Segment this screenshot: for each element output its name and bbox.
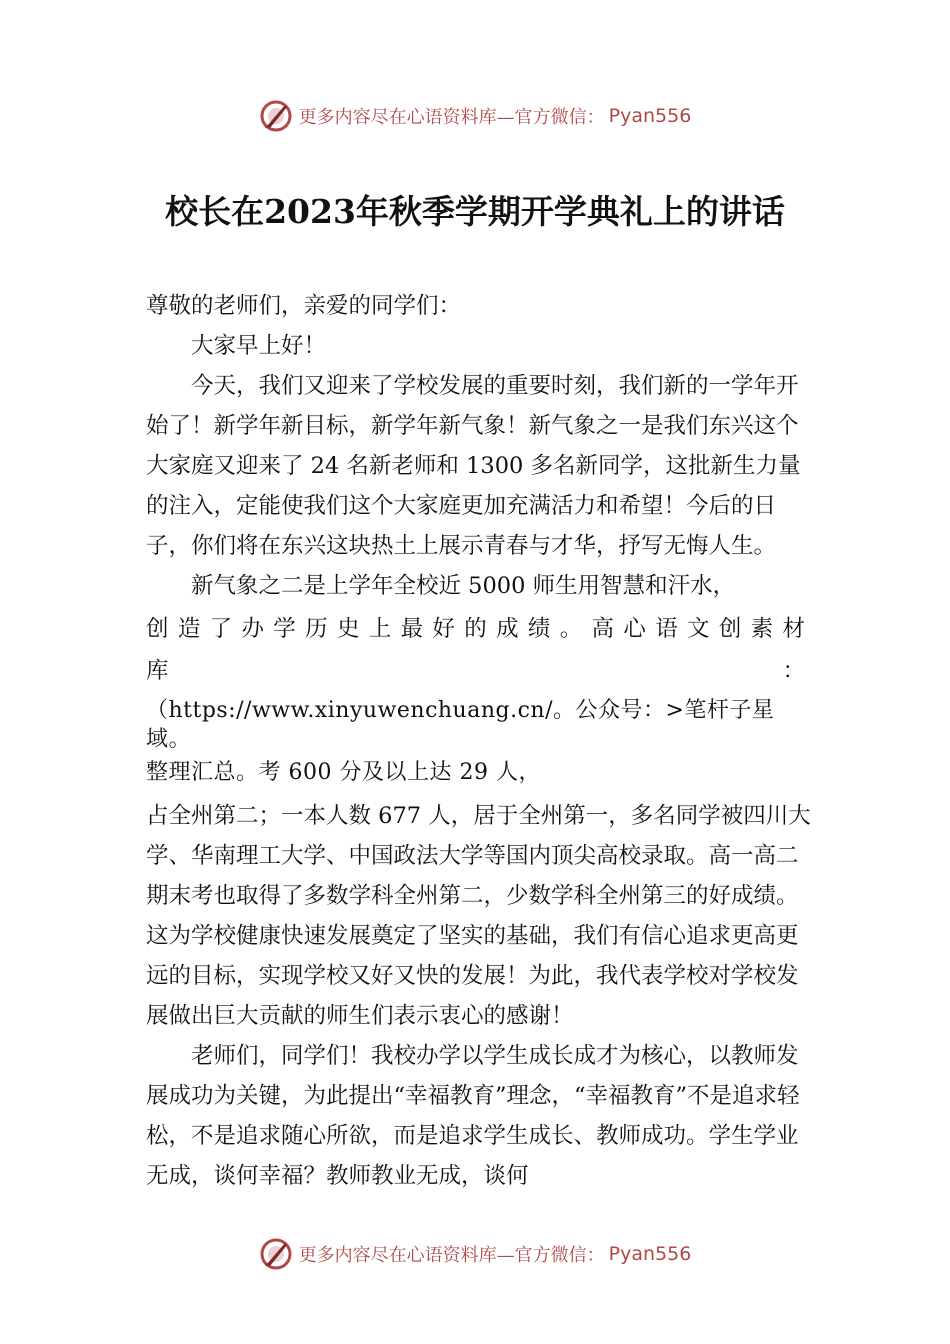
paragraph-2-continued: 占全州第二；一本人数 677 人，居于全州第一，多名同学被四川大学、华南理工大学、中国政法大学等国内顶尖高校录取。高一高二期末考也取得了多数学科全州第二，少数学科全州第三的好成绩。这为学校健康快速发展奠定了坚实的基础，我们有信心追求更高更远的目标，实现学校又好又快的发展！为此，我代表学校对学校发展做出巨大贡献的师生们表示衷心的感谢！: [146, 803, 811, 1029]
paragraph-1: 今天，我们又迎来了学校发展的重要时刻，我们新的一学年开始了！新学年新目标，新学年新气象！新气象之一是我们东兴这个大家庭又迎来了 24 名新老师和 1300 多名新同学，这批新生力量的注入，定能使我们这个大家庭更加充满活力和希望！今后的日子，你们将在东兴这块热土上展示青春与才华，抒写无悔人生。: [146, 373, 801, 559]
banner-wechat-id: Pyan556: [608, 105, 692, 127]
banner-text: 更多内容尽在心语资料库—官方微信：: [298, 1245, 605, 1266]
banner-text: 更多内容尽在心语资料库—官方微信：: [298, 107, 605, 128]
banner-wechat-id: Pyan556: [608, 1243, 692, 1265]
watermark-line-3: 整理汇总。考 600 分及以上达 29 人，: [146, 760, 541, 785]
salutation: 尊敬的老师们，亲爱的同学们：: [146, 293, 462, 319]
footer-watermark-banner: [0, 1236, 950, 1272]
brush-seal-icon: [259, 99, 293, 133]
paragraph-3: 老师们，同学们！我校办学以学生成长成才为核心，以教师发展成功为关键，为此提出“幸福教育”理念，“幸福教育”不是追求轻松，不是追求随心所欲，而是追求学生成长、教师成功。学生学业无成，谈何幸福？教师教业无成，谈何: [146, 1043, 800, 1189]
watermark-line-1: 创造了办学历史上最好的成绩。高心语文创素材库：: [146, 616, 812, 684]
watermark-line-2: （https://www.xinyuwenchuang.cn/。公众号：>笔杆子星域。: [146, 698, 775, 752]
brush-seal-icon: [259, 1237, 293, 1271]
page-title: 校长在2023年秋季学期开学典礼上的讲话: [165, 192, 785, 231]
greeting: 大家早上好！: [191, 333, 327, 359]
speech-body: [146, 286, 812, 1196]
header-watermark-banner: [0, 98, 950, 134]
paragraph-2-intro: 新气象之二是上学年全校近 5000 师生用智慧和汗水，: [191, 573, 736, 599]
